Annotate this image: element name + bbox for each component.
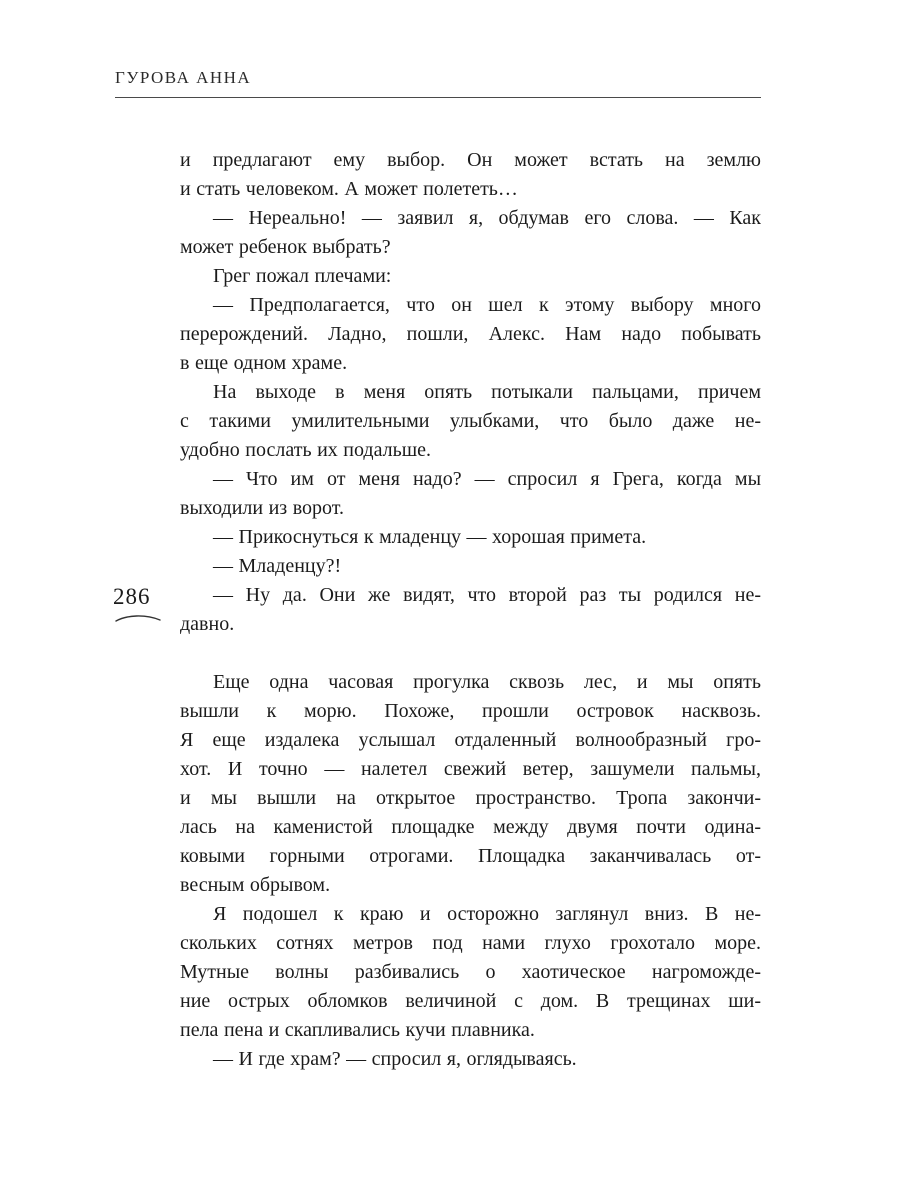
text-line: пела пена и скапливались кучи плавника. [180,1019,535,1041]
text-line: вышли к морю. Похоже, прошли островок насквозь. [180,700,761,722]
paragraph [180,552,761,581]
text-line: — И где храм? — спросил я, оглядываясь. [213,1048,577,1070]
text-line: и предлагают ему выбор. Он может встать на землю [180,149,761,171]
running-head [115,68,761,98]
text-line: в еще одном храме. [180,352,348,374]
text-line: весным обрывом. [180,874,331,896]
paragraph [180,1045,761,1074]
page-number-block [113,584,162,624]
text-line: и стать человеком. А может полететь… [180,178,518,200]
header-rule [115,97,761,98]
text-line: выходили из ворот. [180,497,344,519]
author-name: ГУРОВА АННА [115,68,252,87]
paragraph [180,146,761,204]
text-line: хот. И точно — налетел свежий ветер, зашумели пальмы, [180,758,761,780]
text-line: ковыми горными отрогами. Площадка заканчивалась от- [180,845,761,867]
paragraph [180,291,761,378]
text-line: удобно послать их подальше. [180,439,432,461]
text-line: скольких сотнях метров под нами глухо грохотало море. [180,932,761,954]
paragraph [180,523,761,552]
text-line: На выходе в меня опять потыкали пальцами, причем [213,381,761,403]
text-line: — Младенцу?! [213,555,342,577]
text-line: — Ну да. Они же видят, что второй раз ты родился не- [213,584,761,606]
page-text [180,146,761,1074]
text-line: давно. [180,613,235,635]
paragraph [180,900,761,1045]
paragraph [180,204,761,262]
text-line: Я еще издалека услышал отдаленный волнообразный гро- [180,729,761,751]
text-line: может ребенок выбрать? [180,236,391,258]
text-line: — Предполагается, что он шел к этому выбору много [213,294,761,316]
text-line: Мутные волны разбивались о хаотическое нагроможде- [180,961,761,983]
text-line: с такими умилительными улыбками, что было даже не- [180,410,761,432]
paragraph [180,668,761,900]
text-line: Я подошел к краю и осторожно заглянул вниз. В не- [213,903,761,925]
text-line: Грег пожал плечами: [213,265,392,287]
text-line: Еще одна часовая прогулка сквозь лес, и мы опять [213,671,761,693]
paragraph [180,378,761,465]
text-line: — Нереально! — заявил я, обдумав его слова. — Как [213,207,761,229]
paragraph [180,581,761,639]
paragraph [180,465,761,523]
page-number-underline-swoosh [114,612,162,624]
paragraph [180,262,761,291]
text-line: и мы вышли на открытое пространство. Тропа закончи- [180,787,761,809]
text-line: — Что им от меня надо? — спросил я Грега, когда мы [213,468,761,490]
text-line: перерождений. Ладно, пошли, Алекс. Нам надо побывать [180,323,761,345]
text-line: — Прикоснуться к младенцу — хорошая примета. [213,526,647,548]
text-line: ние острых обломков величиной с дом. В трещинах ши- [180,990,761,1012]
page-number: 286 [113,584,151,609]
text-line: лась на каменистой площадке между двумя почти одина- [180,816,761,838]
